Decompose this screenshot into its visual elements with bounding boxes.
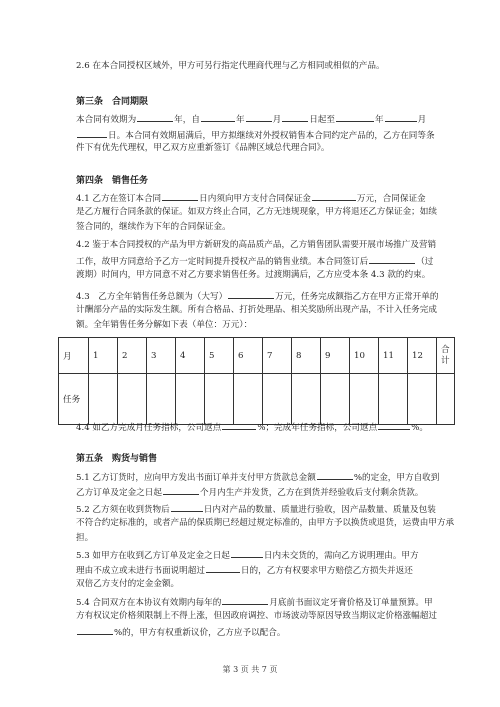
blank-field: [171, 502, 203, 512]
table-cell: [292, 374, 321, 425]
article-5-heading: 第五条 购货与销售: [76, 454, 158, 464]
text: 万元，合同保证金: [356, 194, 426, 204]
text: %；完成年任务指标，公司返点: [257, 423, 378, 433]
clause-4-1-line-1: [76, 191, 438, 206]
clause-5-2-line-1: [76, 502, 438, 517]
article-4-heading: 第四条 销售任务: [76, 176, 149, 186]
text: %的，甲方有权重新议价，乙方应予以配合。: [114, 628, 286, 638]
header-cell: 5: [205, 338, 234, 374]
table-cell: [147, 374, 176, 425]
text: 日起至: [309, 115, 335, 125]
table-row-target: [59, 374, 455, 425]
clause-4-3-line-3: 额。全年销售任务分解如下表（单位：万元）：: [76, 320, 253, 330]
text: 月: [417, 115, 427, 125]
table-cell: [350, 374, 379, 425]
text: 年: [235, 115, 245, 125]
text: 年，自: [174, 115, 200, 125]
text: %的定金，甲方自收到: [353, 473, 440, 483]
clause-4-2-line-1: 4.2 鉴于本合同授权的产品为甲方新研发的高品质产品，乙方销售团队需要开展市场推广及营销: [76, 240, 437, 250]
table-cell: [176, 374, 205, 425]
clause-5-1-line-2: [76, 485, 438, 500]
blank-field: [312, 191, 356, 201]
blank-field: [228, 289, 274, 299]
clause-4-2-line-2: [76, 254, 438, 269]
article-3-heading: 第三条 合同期限: [76, 97, 149, 107]
blank-field: [369, 254, 415, 264]
clause-2-6: 2.6 在本合同授权区域外，甲方可另行指定代理商代理与乙方相同或相似的产品。: [76, 61, 385, 71]
table-cell: [379, 374, 408, 425]
blank-field: [77, 128, 107, 138]
header-cell: 9: [321, 338, 350, 374]
text: 乙方订单及定金之日起: [76, 488, 162, 498]
text: 理由不成立或未进行书面说明超过: [76, 566, 205, 576]
blank-field: [282, 112, 308, 122]
table-header-row: [59, 338, 455, 374]
text: 日内须向甲方支付合同保证金: [199, 194, 311, 204]
text: 5.2 乙方须在收到货物后: [76, 505, 170, 515]
clause-4-1-line-2: 是乙方履行合同条款的保证。如双方终止合同，乙方无违规现象，甲方将退还乙方保证金；如续: [76, 207, 437, 217]
text: %。: [411, 423, 428, 433]
header-cell: 10: [350, 338, 379, 374]
blank-field: [246, 112, 272, 122]
header-cell: 11: [379, 338, 408, 374]
blank-field: [378, 420, 410, 430]
text: 5.4 合同双方在本协议有效期内每年的: [76, 598, 222, 608]
table-cell: [118, 374, 147, 425]
clause-4-3-line-1: [76, 289, 438, 304]
clause-4-4: [76, 420, 438, 435]
clause-4-3-line-2: 计酬部分产品的实际发生额。所有合格品、打折处理品、相关奖励所出现产品，不计入任务完成: [76, 305, 437, 315]
text: 日的，乙方有权要求甲方赔偿乙方损失并返还: [240, 566, 413, 576]
blank-field: [222, 595, 268, 605]
text: 本合同有效期为: [76, 115, 137, 125]
blank-field: [385, 112, 417, 122]
header-cell: 3: [147, 338, 176, 374]
clause-5-4-line-2: 方有权议定价格须限制上不得上涨，但因政府调控、市场波动等原因导致当期议定价格涨幅超过: [76, 611, 437, 621]
text: 月底前书面议定牙膏价格及订单量预算。甲: [269, 598, 433, 608]
table-cell: [205, 374, 234, 425]
clause-5-2-line-3: 担。: [76, 533, 94, 543]
header-cell: 4: [176, 338, 205, 374]
table-cell: [263, 374, 292, 425]
clause-3-line-1: [76, 112, 438, 127]
blank-field: [162, 191, 198, 201]
table-cell: [89, 374, 118, 425]
row-label-target: 任务: [59, 374, 89, 425]
text: 4.1 乙方在签订本合同: [76, 194, 162, 204]
blank-field: [336, 112, 374, 122]
clause-5-3-line-2: [76, 563, 438, 578]
blank-field: [206, 563, 240, 573]
text: 5.3 如甲方在收到乙方订单及定金之日起: [76, 551, 230, 561]
text: 万元，任务完成额指乙方在甲方正常开单的: [275, 292, 439, 302]
text: （过: [416, 257, 434, 267]
text: 年: [374, 115, 384, 125]
clause-5-1-line-1: [76, 470, 438, 485]
header-cell-total: 合计: [437, 338, 455, 374]
clause-5-4-line-1: [76, 595, 438, 610]
header-cell: 6: [234, 338, 263, 374]
header-cell-month: 月: [59, 338, 89, 374]
table-cell: [321, 374, 350, 425]
clause-3-line-3: 件下有优先代理权，甲乙双方应重新签订《品牌区域总代理合同》。: [76, 143, 330, 153]
blank-field: [201, 112, 235, 122]
text: 个月内生产并发货，乙方在到货并经验收后支付剩余货款。: [199, 488, 424, 498]
text: 日内未交货的，需向乙方说明理由。甲方: [263, 551, 419, 561]
header-cell: 1: [89, 338, 118, 374]
clause-5-3-line-3: 双倍乙方支付的定金金额。: [76, 579, 180, 589]
clause-4-2-line-3: 渡期）时间内，甲方同意不对乙方要求销售任务。过渡期满后，乙方应受本条 4.3 款的约束。: [76, 270, 431, 280]
sales-target-table: [58, 337, 455, 425]
blank-field: [231, 548, 263, 558]
header-cell: 2: [118, 338, 147, 374]
table-cell: [234, 374, 263, 425]
clause-3-line-2: [76, 128, 438, 143]
text: 工作，故甲方同意给予乙方一定时间提升授权产品的销售业绩。本合同签订后: [76, 257, 369, 267]
text: 日内对产品的数量、质量进行验收，因产品数量、质量及包装: [203, 505, 436, 515]
header-cell: 12: [408, 338, 437, 374]
blank-field: [222, 420, 256, 430]
text: 日。本合同有效期届满后，甲方拟继续对外授权销售本合同约定产品的，乙方在同等条: [108, 131, 435, 141]
blank-field: [137, 112, 173, 122]
page-number-footer: 第 3 页 共 7 页: [222, 665, 278, 674]
table-cell: [408, 374, 437, 425]
blank-field: [77, 625, 113, 635]
text: 4.4 如乙方完成月任务指标，公司返点: [76, 423, 222, 433]
text: 4.3 乙方全年销售任务总额为（大写）: [76, 292, 228, 302]
header-cell: 8: [292, 338, 321, 374]
blank-field: [163, 485, 199, 495]
clause-5-4-line-3: [76, 625, 438, 640]
clause-5-3-line-1: [76, 548, 438, 563]
header-cell: 7: [263, 338, 292, 374]
blank-field: [317, 470, 353, 480]
text: 月: [272, 115, 282, 125]
clause-4-1-line-3: 签合同的，继续作为下年的合同保证金。: [76, 222, 231, 232]
clause-5-2-line-2: 不符合约定标准的，或者产品的保质期已经超过规定标准的，由甲方予以换货或退货，运费由甲方承: [76, 518, 455, 528]
text: 5.1 乙方订货时，应向甲方发出书面订单并支付甲方货款总金额: [76, 473, 316, 483]
table-cell: [437, 374, 455, 425]
